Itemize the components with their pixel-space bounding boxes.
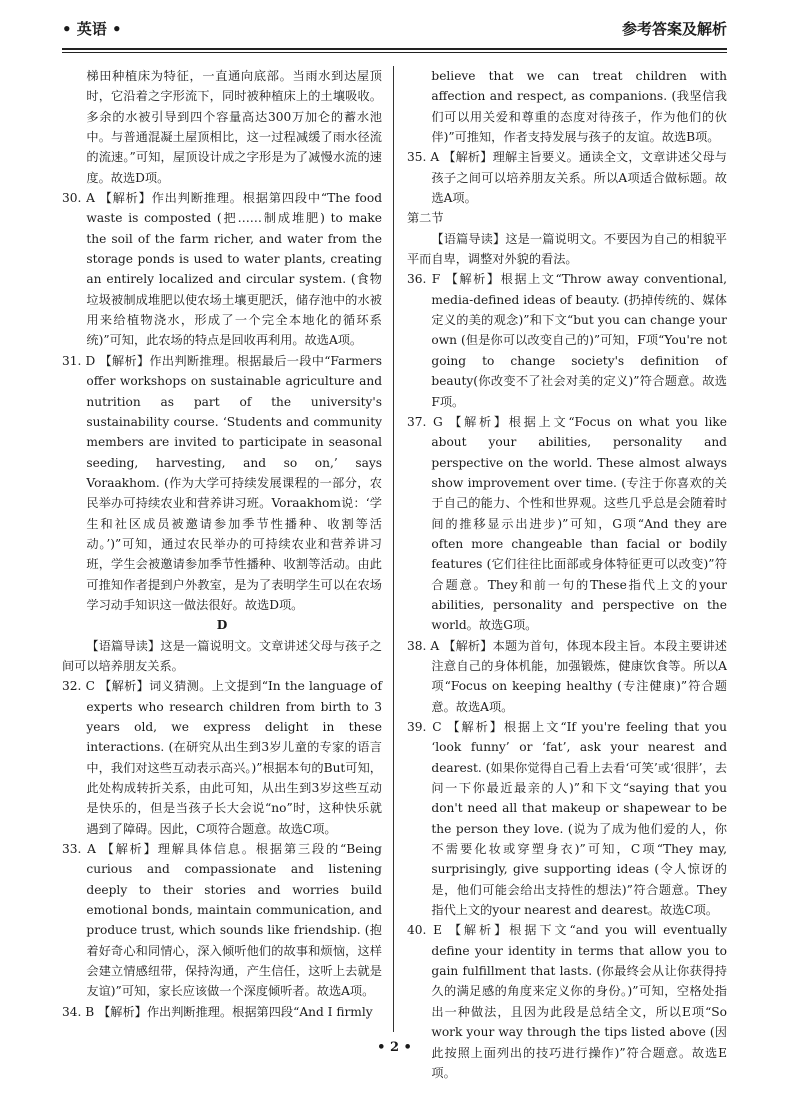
answer-item: 38. A 【解析】本题为首句，体现本段主旨。本段主要讲述注意自己的身体机能，加强锻炼，健康饮食等。所以A项“Focus on keeping healthy (专注健康)”符合题意。故选A项。 (407, 638, 727, 714)
answer-item: 34. B 【解析】作出判断推理。根据第四段“And I firmly (62, 1004, 373, 1019)
page-number: • 2 • (377, 1040, 412, 1055)
right-column (407, 66, 727, 1080)
subject-label: • 英语 • (62, 20, 122, 38)
page-header (62, 14, 727, 54)
section-label: 第二节 (407, 211, 444, 226)
passage-intro: 【语篇导读】这是一篇说明文。文章讲述父母与孩子之间可以培养朋友关系。 (62, 638, 382, 673)
answer-item: 30. A 【解析】作出判断推理。根据第四段中“The food waste is composted (把……制成堆肥) to make the soil of the farm richer, and water from the storage ponds is used to water plants, creating an entirely localized and circular system. (食物垃圾被制成堆肥以使农场土壤更肥沃，储存池中的水被用来给植物浇水，形成了一个完全本地化的循环系统)”可知，此农场的特点是回收再利用。故选A项。 (62, 191, 382, 348)
answer-item: 37. G 【解析】根据上文“Focus on what you like about your abilities, personality and perspective on the world. These almost always show improvement over time. (专注于你喜欢的关于自己的能力、个性和世界观。这些几乎总是会随着时间的推移显示出进步)”可知，G项“And they are often more changeable than facial or bodily features (它们往往比面部或身体特征更可以改变)”符合题意。They和前一句的These指代上文的your abilities, personality and perspective on the world。故选G项。 (407, 414, 727, 633)
left-column (62, 66, 382, 1032)
header-rule-thick (62, 48, 727, 50)
continued-text: believe that we can treat children with affection and respect, as companions. (我坚信我们可以用关爱和尊重的态度对待孩子，作为他们的伙伴)”可推知，作者支持发展与孩子的友谊。故选B项。 (431, 69, 727, 145)
column-divider (393, 66, 394, 1032)
continued-text: 梯田种植床为特征，一直通向底部。当雨水到达屋顶时，它沿着之字形流下，同时被种植床上的土壤吸收。多余的水被引导到四个容量高达300万加仑的蓄水池中。与普通混凝土屋顶相比，这一过程减缓了雨水径流的流速。”可知，屋顶设计成之字形是为了减慢水流的速度。故选D项。 (86, 69, 382, 185)
answer-item: 35. A 【解析】理解主旨要义。通读全文，文章讲述父母与孩子之间可以培养朋友关系。所以A项适合做标题。故选A项。 (407, 150, 727, 206)
header-rule-thin (62, 52, 727, 53)
passage-intro: 【语篇导读】这是一篇说明文。不要因为自己的相貌平平而自卑，调整对外貌的看法。 (407, 231, 727, 267)
content-columns (62, 66, 727, 1080)
answer-item: 32. C 【解析】词义猜测。上文提到“In the language of experts who research children from birth to 3 years old, we express delight in these interactions. (在研究从出生到3岁儿童的专家的语言中，我们对这些互动表示高兴。)”根据本句的But可知，此处构成转折关系，由此可知，从出生到3岁这些互动是快乐的，但是当孩子长大会说“no”时，这种快乐就遇到了障碍。因此，C项符合题意。故选C项。 (62, 679, 382, 836)
passage-subtitle: D (216, 618, 228, 633)
answer-item: 36. F 【解析】根据上文“Throw away conventional, media-defined ideas of beauty. (扔掉传统的、媒体定义的美的观念)”和下文“but you can change your own (但是你可以改变自己的)”可知，F项“You're not going to change society's definition of beauty(你改变不了社会对美的定义)”符合题意。故选F项。 (407, 272, 727, 409)
answer-item: 40. E 【解析】根据下文“and you will eventually define your identity in terms that allow you to gain fulfillment that lasts. (你最终会从让你获得持久的满足感的角度来定义你的身份。)”可知，空格处指出一种做法，且因为此段是总结全文，所以E项“So work your way through the tips listed above (因此按照上面列出的技巧进行操作)”符合题意。故选E项。 (407, 923, 727, 1080)
answer-item: 31. D 【解析】作出判断推理。根据最后一段中“Farmers offer workshops on sustainable agriculture and nutrition as part of the university's sustainability course. ‘Students and community members are invited to participate in seasonal seeding, harvesting, and so on,’ says Voraakhom. (作为大学可持续发展课程的一部分，农民举办可持续农业和营养讲习班。Voraakhom说：‘学生和社区成员被邀请参加季节性播种、收割等活动。’)”可知，通过农民举办的可持续农业和营养讲习班，学生会被邀请参加季节性播种、收割等活动。由此可推知作者提到户外教室，是为了表明学生可以在农场学习动手知识这一做法很好。故选D项。 (62, 353, 382, 612)
answer-item: 39. C 【解析】根据上文“If you're feeling that you ‘look funny’ or ‘fat’, ask your nearest and dearest. (如果你觉得自己看上去看‘可笑’或‘很胖’，去问一下你最近最亲的人)”和下文“saying that you don't need all that makeup or shapewear to be the person they love. (说为了成为他们爱的人，你不需要化妆或穿塑身衣)”可知，C项“They may, surprisingly, give supporting ideas (令人惊讶的是，他们可能会给出支持性的想法)”符合题意。They指代上文的your nearest and dearest。故选C项。 (407, 720, 727, 918)
answer-item: 33. A 【解析】理解具体信息。根据第三段的“Being curious and compassionate and listening deeply to their stories and worries build emotional bonds, maintain communication, and produce trust, which sounds like friendship. (抱着好奇心和同情心，深入倾听他们的故事和烦恼，这样会建立情感纽带，保持沟通，产生信任，这听上去就是友谊)”可知，家长应该做一个深度倾听者。故选A项。 (62, 842, 382, 999)
section-title: 参考答案及解析 (621, 20, 727, 38)
